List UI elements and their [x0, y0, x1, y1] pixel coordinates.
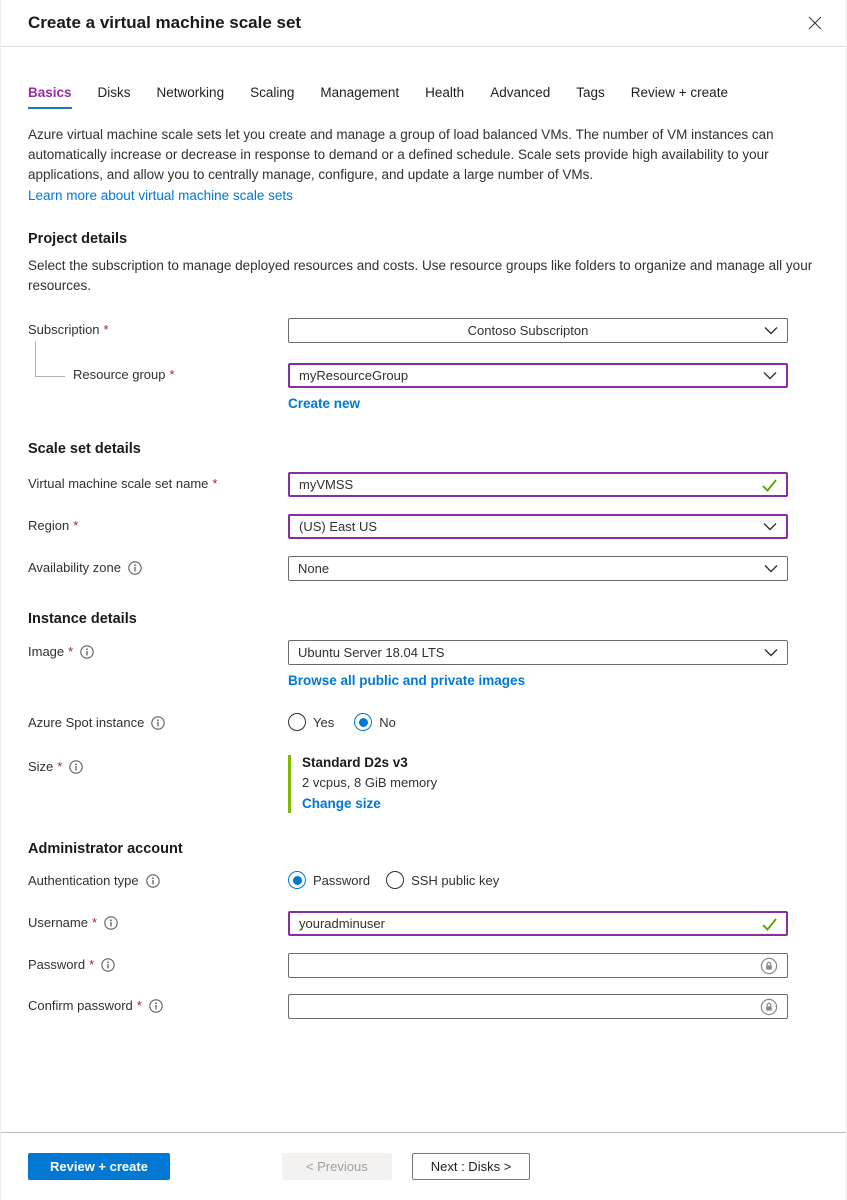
image-label: Image [28, 644, 65, 659]
dialog-header [1, 0, 846, 47]
password-row [28, 953, 819, 978]
check-icon [761, 916, 777, 931]
tab-disks[interactable]: Disks [97, 85, 131, 100]
change-size-link[interactable]: Change size [302, 796, 381, 811]
auth-type-row [28, 869, 819, 889]
learn-more-link[interactable]: Learn more about virtual machine scale sets [28, 188, 293, 203]
username-row [28, 911, 819, 936]
confirm-password-field-wrap [288, 994, 788, 1019]
section-instance-details: Instance details [28, 611, 137, 627]
vmss-name-label: Virtual machine scale set name [28, 476, 209, 491]
tab-health[interactable]: Health [425, 85, 465, 100]
info-icon[interactable] [151, 716, 165, 730]
password-label: Password [28, 957, 86, 972]
info-icon[interactable] [146, 874, 160, 888]
confirm-password-input[interactable] [298, 995, 754, 1018]
username-input[interactable] [299, 913, 755, 934]
chevron-down-icon [763, 522, 777, 531]
tab-review-create[interactable]: Review + create [630, 85, 728, 100]
vmss-name-field-wrap [288, 472, 788, 497]
region-label: Region [28, 518, 70, 533]
close-icon[interactable] [804, 12, 826, 34]
auth-type-radio-group [288, 869, 788, 889]
tab-advanced[interactable]: Advanced [490, 85, 551, 100]
tab-tags[interactable]: Tags [576, 85, 605, 100]
subscription-dropdown[interactable] [288, 318, 788, 343]
azure-spot-radio-group [288, 711, 788, 731]
section-scale-set-details: Scale set details [28, 441, 141, 457]
auth-ssh-radio[interactable]: SSH public key [386, 871, 499, 889]
username-field-wrap [288, 911, 788, 936]
confirm-password-row [28, 994, 819, 1019]
review-create-button[interactable]: Review + create [28, 1153, 170, 1180]
availability-zone-label: Availability zone [28, 560, 121, 575]
resource-group-row [28, 363, 819, 413]
info-icon[interactable] [128, 561, 142, 575]
required-marker: * [136, 998, 142, 1013]
info-icon[interactable] [80, 645, 94, 659]
size-specs: 2 vcpus, 8 GiB memory [302, 775, 438, 790]
resource-group-label: Resource group [73, 367, 166, 382]
size-row [28, 755, 819, 813]
subscription-label: Subscription [28, 322, 100, 337]
vmss-name-row [28, 472, 819, 497]
region-dropdown[interactable] [288, 514, 788, 539]
azure-spot-yes-radio[interactable]: Yes [288, 713, 334, 731]
resource-group-dropdown[interactable] [288, 363, 788, 388]
confirm-password-label: Confirm password [28, 998, 133, 1013]
required-marker: * [73, 518, 79, 533]
username-label: Username [28, 915, 88, 930]
chevron-down-icon [764, 564, 778, 573]
size-label: Size [28, 759, 54, 774]
availability-zone-row [28, 556, 819, 581]
lock-reveal-icon[interactable] [760, 998, 778, 1016]
required-marker: * [91, 915, 98, 930]
page-title: Create a virtual machine scale set [28, 13, 302, 32]
subscription-row [28, 318, 819, 343]
tree-connector [35, 341, 65, 377]
size-name: Standard D2s v3 [302, 755, 408, 770]
region-value: (US) East US [299, 519, 378, 534]
create-new-link[interactable]: Create new [288, 396, 361, 411]
required-marker: * [103, 322, 109, 337]
project-details-description: Select the subscription to manage deployed resources and costs. Use resource groups like folders to organize and manage all your resources. [28, 258, 813, 293]
tab-management[interactable]: Management [320, 85, 400, 100]
wizard-tabs [28, 85, 819, 109]
image-row [28, 640, 819, 690]
password-field-wrap [288, 953, 788, 978]
browse-images-link[interactable]: Browse all public and private images [288, 673, 526, 688]
info-icon[interactable] [101, 958, 115, 972]
tab-scaling[interactable]: Scaling [250, 85, 295, 100]
intro-text: Azure virtual machine scale sets let you create and manage a group of load balanced VMs. The number of VM instances can automatically increase or decrease in response to demand or a defined schedule. Scale sets provide high availability to your applications, and allow you to centrally manage, configure, and update a large number of VMs. [28, 127, 774, 182]
auth-password-radio[interactable]: Password [288, 871, 370, 889]
azure-spot-row [28, 711, 819, 731]
image-value: Ubuntu Server 18.04 LTS [298, 645, 445, 660]
required-marker: * [68, 644, 74, 659]
chevron-down-icon [764, 326, 778, 335]
tab-networking[interactable]: Networking [156, 85, 225, 100]
tab-basics[interactable]: Basics [28, 85, 72, 109]
chevron-down-icon [764, 648, 778, 657]
password-input[interactable] [298, 954, 754, 977]
availability-zone-value: None [298, 561, 330, 576]
previous-button[interactable]: < Previous [282, 1153, 392, 1180]
selected-size-block [288, 755, 788, 813]
info-icon[interactable] [104, 916, 118, 930]
lock-reveal-icon[interactable] [760, 957, 778, 975]
resource-group-value: myResourceGroup [299, 368, 409, 383]
next-disks-button[interactable]: Next : Disks > [412, 1153, 531, 1180]
required-marker: * [89, 957, 95, 972]
section-admin-account: Administrator account [28, 841, 183, 857]
required-marker: * [212, 476, 218, 491]
check-icon [761, 477, 777, 492]
info-icon[interactable] [149, 999, 163, 1013]
azure-spot-no-radio[interactable]: No [354, 713, 396, 731]
availability-zone-dropdown[interactable] [288, 556, 788, 581]
section-project-details: Project details [28, 231, 128, 247]
region-row [28, 514, 819, 539]
info-icon[interactable] [69, 760, 83, 774]
wizard-footer [1, 1132, 846, 1200]
dialog-body [1, 47, 846, 1132]
subscription-value: Contoso Subscripton [467, 323, 589, 338]
auth-type-label: Authentication type [28, 873, 139, 888]
required-marker: * [57, 759, 63, 774]
required-marker: * [169, 367, 175, 382]
chevron-down-icon [763, 371, 777, 380]
azure-spot-label: Azure Spot instance [28, 715, 145, 730]
vmss-name-input[interactable] [299, 474, 755, 495]
image-dropdown[interactable] [288, 640, 788, 665]
